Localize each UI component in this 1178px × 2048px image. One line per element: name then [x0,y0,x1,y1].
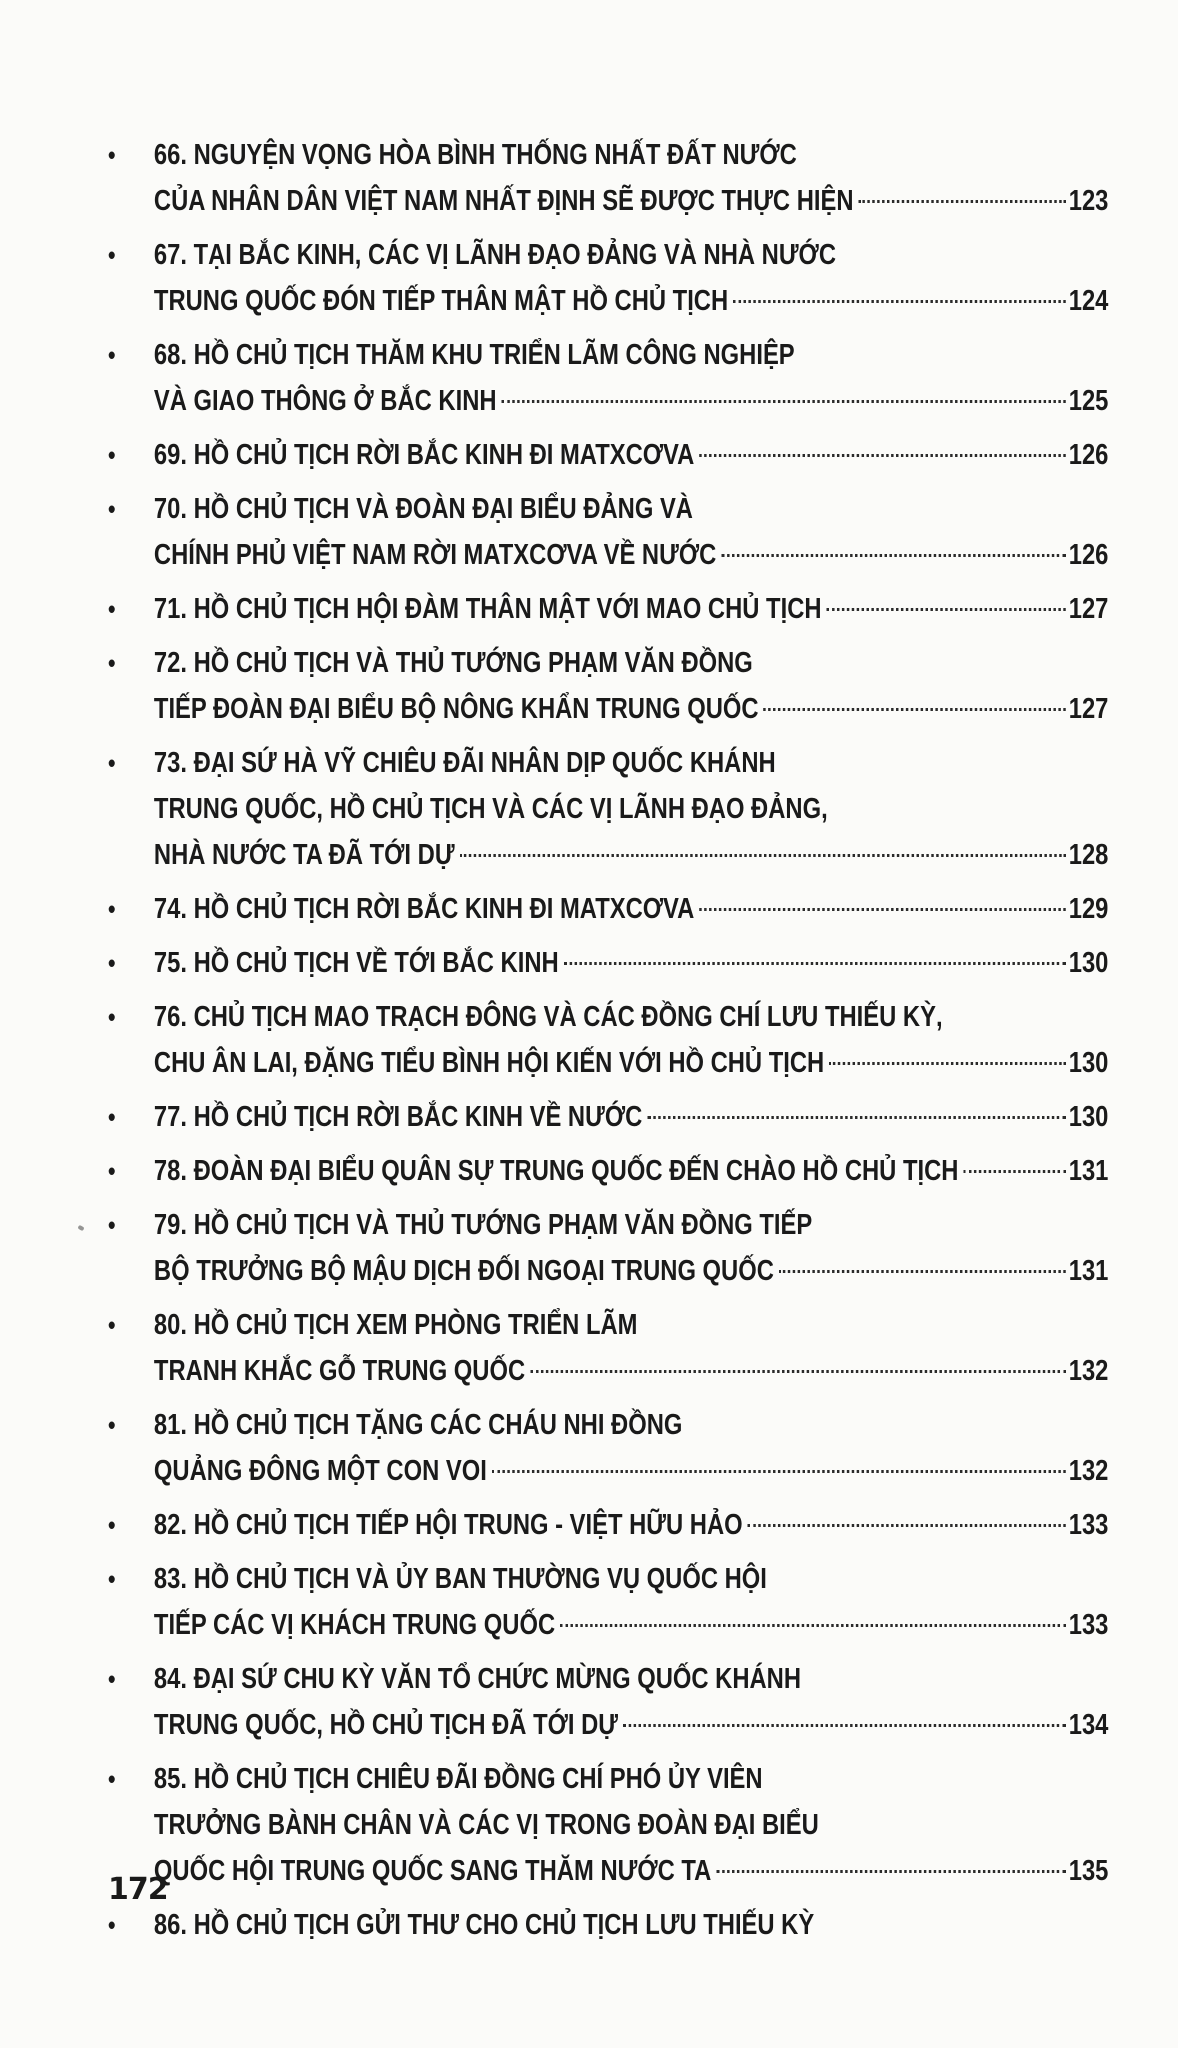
toc-entry-line [154,1502,1108,1548]
bullet-icon: • [108,1310,116,1340]
dot-leader [492,1470,1066,1473]
toc-page-number: 132 [1068,1355,1109,1387]
toc-page-number: 133 [1068,1609,1109,1641]
toc-entry-title: 83. HỒ CHỦ TỊCH VÀ ỦY BAN THƯỜNG VỤ QUỐC HỘI [153,1563,767,1595]
toc-entry-title: 78. ĐOÀN ĐẠI BIỂU QUÂN SỰ TRUNG QUỐC ĐẾN CHÀO HỒ CHỦ TỊCH [153,1155,959,1187]
toc-page-number: 127 [1068,693,1109,725]
bullet-icon: • [108,1564,116,1594]
toc-entry-title: VÀ GIAO THÔNG Ở BẮC KINH [153,385,497,417]
table-of-contents [108,132,1108,1956]
toc-page-number: 128 [1068,839,1109,871]
toc-entry-title: TIẾP ĐOÀN ĐẠI BIỂU BỘ NÔNG KHẨN TRUNG QUỐC [153,693,759,725]
toc-page-number: 133 [1068,1509,1109,1541]
toc-entry-title: TIẾP CÁC VỊ KHÁCH TRUNG QUỐC [153,1609,556,1641]
toc-entry [108,332,1108,424]
toc-entry-title: 84. ĐẠI SỨ CHU KỲ VĂN TỔ CHỨC MỪNG QUỐC KHÁNH [153,1663,802,1695]
toc-entry [108,1094,1108,1140]
toc-entry-title: 77. HỒ CHỦ TỊCH RỜI BẮC KINH VỀ NƯỚC [153,1101,643,1133]
toc-entry-title: TRUNG QUỐC, HỒ CHỦ TỊCH ĐÃ TỚI DỰ [153,1709,619,1741]
bullet-icon: • [108,494,116,524]
toc-entry [108,432,1108,478]
toc-entry [108,994,1108,1086]
dot-leader [829,1062,1065,1065]
toc-entry-line [154,686,1108,732]
toc-entry-title: BỘ TRƯỞNG BỘ MẬU DỊCH ĐỐI NGOẠI TRUNG QUỐC [153,1255,774,1287]
dot-leader [858,200,1065,203]
dot-leader [699,908,1065,911]
bullet-icon: • [108,1210,116,1240]
toc-entry-line [154,278,1108,324]
toc-entry-line [154,1348,1108,1394]
bullet-icon: • [108,140,116,170]
toc-page-number: 124 [1068,285,1109,317]
toc-page-number: 130 [1068,1101,1109,1133]
bullet-icon: • [108,1510,116,1540]
dot-leader [721,554,1065,557]
bullet-icon: • [108,1664,116,1694]
bullet-icon: • [108,1156,116,1186]
toc-page-number: 132 [1068,1455,1109,1487]
toc-entry-line [154,132,1108,178]
toc-entry [108,1656,1108,1748]
dot-leader [530,1370,1065,1373]
toc-entry-line [154,1756,1108,1802]
toc-entry-title: 75. HỒ CHỦ TỊCH VỀ TỚI BẮC KINH [153,947,559,979]
toc-entry-line [154,1448,1108,1494]
toc-entry-line [154,232,1108,278]
toc-page-number: 129 [1068,893,1109,925]
toc-entry-line [154,586,1108,632]
toc-entry-line [154,432,1108,478]
toc-page-number: 134 [1068,1709,1109,1741]
toc-entry [108,486,1108,578]
toc-entry [108,1902,1108,1948]
toc-entry [108,586,1108,632]
toc-page-number: 127 [1068,593,1109,625]
bullet-icon: • [108,1910,116,1940]
dot-leader [826,608,1065,611]
toc-entry-line [154,378,1108,424]
bullet-icon: • [108,1764,116,1794]
toc-entry-title: TRUNG QUỐC ĐÓN TIẾP THÂN MẬT HỒ CHỦ TỊCH [153,285,729,317]
toc-entry [108,1148,1108,1194]
toc-entry [108,132,1108,224]
toc-entry-title: QUỐC HỘI TRUNG QUỐC SANG THĂM NƯỚC TA [153,1855,712,1887]
toc-page-number: 131 [1068,1255,1109,1287]
toc-entry-line [154,1702,1108,1748]
toc-entry-title: 74. HỒ CHỦ TỊCH RỜI BẮC KINH ĐI MATXCƠVA [153,893,695,925]
toc-entry-line [154,178,1108,224]
toc-entry-title: CHU ÂN LAI, ĐẶNG TIỂU BÌNH HỘI KIẾN VỚI HỒ CHỦ TỊCH [153,1047,825,1079]
toc-page-number: 130 [1068,947,1109,979]
bullet-icon: • [108,748,116,778]
toc-entry-line [154,1402,1108,1448]
toc-entry-title: 72. HỒ CHỦ TỊCH VÀ THỦ TƯỚNG PHẠM VĂN ĐỒNG [153,647,753,679]
toc-page-number: 125 [1068,385,1109,417]
toc-entry-title: 67. TẠI BẮC KINH, CÁC VỊ LÃNH ĐẠO ĐẢNG VÀ NHÀ NƯỚC [153,239,837,271]
toc-entry-title: 68. HỒ CHỦ TỊCH THĂM KHU TRIỂN LÃM CÔNG NGHIỆP [153,339,795,371]
toc-entry-title: NHÀ NƯỚC TA ĐÃ TỚI DỰ [153,839,455,871]
dot-leader [716,1870,1065,1873]
toc-entry-line [154,832,1108,878]
toc-entry-title: 66. NGUYỆN VỌNG HÒA BÌNH THỐNG NHẤT ĐẤT NƯỚC [153,139,797,171]
toc-entry [108,1756,1108,1894]
toc-entry [108,640,1108,732]
toc-page-number: 135 [1068,1855,1109,1887]
bullet-icon: • [108,1410,116,1440]
toc-entry-line [154,1656,1108,1702]
toc-entry [108,740,1108,878]
dot-leader [779,1270,1066,1273]
toc-entry-title: CỦA NHÂN DÂN VIỆT NAM NHẤT ĐỊNH SẼ ĐƯỢC THỰC HIỆN [153,185,854,217]
toc-entry-line [154,1248,1108,1294]
toc-entry-title: 82. HỒ CHỦ TỊCH TIẾP HỘI TRUNG - VIỆT HỮU HẢO [153,1509,743,1541]
toc-entry-line [154,486,1108,532]
bullet-icon: • [108,1102,116,1132]
toc-entry-title: 71. HỒ CHỦ TỊCH HỘI ĐÀM THÂN MẬT VỚI MAO CHỦ TỊCH [153,593,822,625]
toc-entry-title: TRANH KHẮC GỖ TRUNG QUỐC [153,1355,526,1387]
dot-leader [564,962,1066,965]
toc-entry-line [154,1902,1108,1948]
bullet-icon: • [108,594,116,624]
toc-entry [108,232,1108,324]
toc-entry-line [154,1202,1108,1248]
dot-leader [501,400,1065,403]
bullet-icon: • [108,1002,116,1032]
bullet-icon: • [108,948,116,978]
toc-entry-line [154,1602,1108,1648]
toc-entry-line [154,1148,1108,1194]
toc-entry [108,940,1108,986]
dot-leader [560,1624,1065,1627]
toc-entry-line [154,786,1108,832]
toc-page-number: 126 [1068,439,1109,471]
toc-entry-title: 80. HỒ CHỦ TỊCH XEM PHÒNG TRIỂN LÃM [153,1309,638,1341]
toc-entry-title: 70. HỒ CHỦ TỊCH VÀ ĐOÀN ĐẠI BIỂU ĐẢNG VÀ [153,493,693,525]
toc-entry-line [154,994,1108,1040]
toc-entry-line [154,940,1108,986]
toc-entry-title: TRƯỞNG BÀNH CHÂN VÀ CÁC VỊ TRONG ĐOÀN ĐẠI BIỂU [153,1809,819,1841]
toc-entry [108,1202,1108,1294]
toc-entry [108,886,1108,932]
toc-entry-title: 73. ĐẠI SỨ HÀ VỸ CHIÊU ĐÃI NHÂN DỊP QUỐC KHÁNH [153,747,776,779]
bullet-icon: • [108,894,116,924]
toc-entry-line [154,1556,1108,1602]
dot-leader [647,1116,1065,1119]
dot-leader [623,1724,1066,1727]
toc-entry-title: CHÍNH PHỦ VIỆT NAM RỜI MATXCƠVA VỀ NƯỚC [153,539,717,571]
toc-entry [108,1402,1108,1494]
dot-leader [963,1170,1065,1173]
toc-entry [108,1502,1108,1548]
toc-entry-line [154,886,1108,932]
toc-entry-title: 81. HỒ CHỦ TỊCH TẶNG CÁC CHÁU NHI ĐỒNG [153,1409,683,1441]
dot-leader [459,854,1065,857]
toc-page-number: 123 [1068,185,1109,217]
paper-speck [77,1225,84,1231]
toc-entry-title: 76. CHỦ TỊCH MAO TRẠCH ĐÔNG VÀ CÁC ĐỒNG CHÍ LƯU THIẾU KỲ, [153,1001,943,1033]
toc-entry-line [154,640,1108,686]
toc-entry-line [154,532,1108,578]
bullet-icon: • [108,440,116,470]
bullet-icon: • [108,240,116,270]
toc-entry-line [154,1094,1108,1140]
toc-entry-title: 69. HỒ CHỦ TỊCH RỜI BẮC KINH ĐI MATXCƠVA [153,439,695,471]
toc-entry-title: 79. HỒ CHỦ TỊCH VÀ THỦ TƯỚNG PHẠM VĂN ĐỒNG TIẾP [153,1209,813,1241]
page-number: 172 [108,1872,168,1907]
toc-entry-line [154,1302,1108,1348]
toc-entry-line [154,1802,1108,1848]
toc-entry [108,1302,1108,1394]
toc-page-number: 126 [1068,539,1109,571]
toc-entry-line [154,1848,1108,1894]
toc-entry-title: 86. HỒ CHỦ TỊCH GỬI THƯ CHO CHỦ TỊCH LƯU THIẾU KỲ [153,1909,815,1941]
toc-entry-title: QUẢNG ĐÔNG MỘT CON VOI [153,1455,487,1487]
toc-entry-line [154,740,1108,786]
bullet-icon: • [108,340,116,370]
toc-entry-title: 85. HỒ CHỦ TỊCH CHIÊU ĐÃI ĐỒNG CHÍ PHÓ ỦY VIÊN [153,1763,763,1795]
dot-leader [733,300,1065,303]
toc-page-number: 131 [1068,1155,1109,1187]
dot-leader [748,1524,1066,1527]
toc-page-number: 130 [1068,1047,1109,1079]
toc-entry-line [154,1040,1108,1086]
dot-leader [764,708,1066,711]
toc-entry-title: TRUNG QUỐC, HỒ CHỦ TỊCH VÀ CÁC VỊ LÃNH ĐẠO ĐẢNG, [153,793,828,825]
toc-entry [108,1556,1108,1648]
bullet-icon: • [108,648,116,678]
dot-leader [699,454,1065,457]
toc-entry-line [154,332,1108,378]
